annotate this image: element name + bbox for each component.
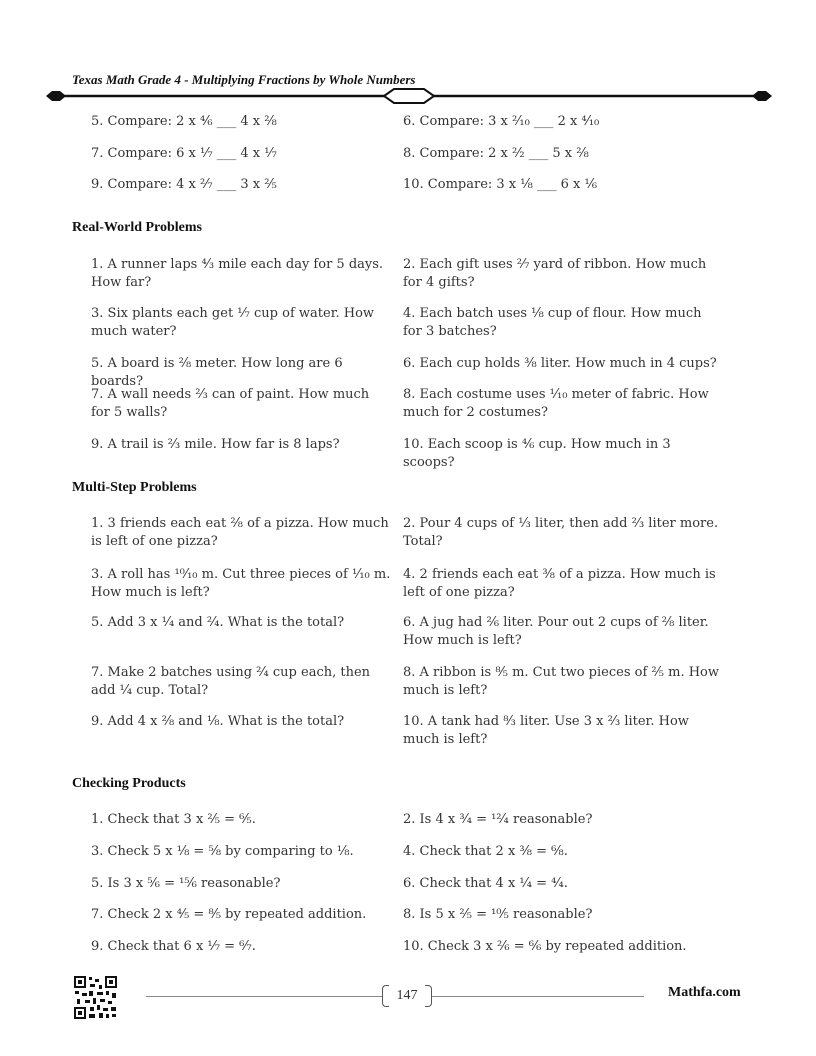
footer-divider-right — [432, 996, 644, 997]
multi-step-problem-1: 1. 3 friends each eat ²⁄₈ of a pizza. How much is left of one pizza? — [91, 516, 389, 549]
header-divider — [44, 86, 774, 106]
real-world-problem-3: 3. Six plants each get ¹⁄₇ cup of water. How much water? — [91, 306, 375, 339]
real-world-problem-5: 5. A board is ²⁄₈ meter. How long are 6 boards? — [91, 356, 343, 389]
section-title-checking-products: Checking Products — [72, 776, 186, 791]
multi-step-problem-9: 9. Add 4 x ²⁄₈ and ¹⁄₈. What is the total? — [91, 714, 345, 729]
real-world-problem-2: 2. Each gift uses ²⁄₇ yard of ribbon. How much for 4 gifts? — [403, 257, 707, 290]
footer-divider-left — [146, 996, 382, 997]
checking-problem-1: 1. Check that 3 x ²⁄₅ = ⁶⁄₅. — [91, 812, 256, 827]
compare-problem-7: 7. Compare: 6 x ¹⁄₇ ___ 4 x ¹⁄₇ — [91, 146, 277, 161]
real-world-problem-7: 7. A wall needs ²⁄₃ can of paint. How much for 5 walls? — [91, 387, 370, 420]
section-title-multi-step: Multi-Step Problems — [72, 480, 197, 495]
section-title-real-world: Real-World Problems — [72, 220, 203, 235]
real-world-problem-10: 10. Each scoop is ⁴⁄₆ cup. How much in 3 scoops? — [403, 437, 671, 470]
real-world-problem-1: 1. A runner laps ⁴⁄₃ mile each day for 5 days. How far? — [91, 257, 384, 290]
multi-step-problem-2: 2. Pour 4 cups of ¹⁄₃ liter, then add ²⁄₃ liter more. Total? — [403, 516, 719, 549]
site-name: Mathfa.com — [668, 985, 741, 1000]
checking-problem-5: 5. Is 3 x ⁵⁄₆ = ¹⁵⁄₆ reasonable? — [91, 876, 281, 891]
checking-problem-7: 7. Check 2 x ⁴⁄₅ = ⁸⁄₅ by repeated addition. — [91, 907, 367, 922]
multi-step-problem-6: 6. A jug had ²⁄₆ liter. Pour out 2 cups of ²⁄₈ liter. How much is left? — [403, 615, 709, 648]
multi-step-problem-5: 5. Add 3 x ¹⁄₄ and ²⁄₄. What is the total? — [91, 615, 345, 630]
compare-problem-5: 5. Compare: 2 x ⁴⁄₆ ___ 4 x ²⁄₈ — [91, 114, 277, 129]
page-bracket-right — [425, 985, 432, 1007]
checking-problem-9: 9. Check that 6 x ¹⁄₇ = ⁶⁄₇. — [91, 939, 256, 954]
checking-problem-6: 6. Check that 4 x ¹⁄₄ = ⁴⁄₄. — [403, 876, 568, 891]
page-number: 147 — [396, 988, 418, 1003]
checking-problem-4: 4. Check that 2 x ³⁄₈ = ⁶⁄₈. — [403, 844, 568, 859]
page-header-title: Texas Math Grade 4 - Multiplying Fractions by Whole Numbers — [72, 72, 416, 87]
qr-code-icon — [73, 975, 118, 1020]
compare-problem-8: 8. Compare: 2 x ²⁄₂ ___ 5 x ²⁄₈ — [403, 146, 589, 161]
checking-problem-8: 8. Is 5 x ²⁄₅ = ¹⁰⁄₅ reasonable? — [403, 907, 593, 922]
compare-problem-10: 10. Compare: 3 x ¹⁄₈ ___ 6 x ¹⁄₆ — [403, 177, 598, 192]
checking-problem-3: 3. Check 5 x ¹⁄₈ = ⁵⁄₈ by comparing to ¹⁄₈. — [91, 844, 354, 859]
page-number-box — [382, 985, 432, 1007]
page-bracket-left — [382, 985, 389, 1007]
multi-step-problem-10: 10. A tank had ⁸⁄₃ liter. Use 3 x ²⁄₃ liter. How much is left? — [403, 714, 689, 747]
real-world-problem-4: 4. Each batch uses ¹⁄₈ cup of flour. How much for 3 batches? — [403, 306, 702, 339]
multi-step-problem-4: 4. 2 friends each eat ³⁄₈ of a pizza. How much is left of one pizza? — [403, 567, 716, 600]
real-world-problem-9: 9. A trail is ²⁄₃ mile. How far is 8 laps? — [91, 437, 340, 452]
multi-step-problem-7: 7. Make 2 batches using ²⁄₄ cup each, then add ¹⁄₄ cup. Total? — [91, 665, 371, 698]
real-world-problem-6: 6. Each cup holds ³⁄₈ liter. How much in 4 cups? — [403, 356, 717, 371]
multi-step-problem-3: 3. A roll has ¹⁰⁄₁₀ m. Cut three pieces of ¹⁄₁₀ m. How much is left? — [91, 567, 391, 600]
real-world-problem-8: 8. Each costume uses ¹⁄₁₀ meter of fabric. How much for 2 costumes? — [403, 387, 709, 420]
multi-step-problem-8: 8. A ribbon is ⁸⁄₅ m. Cut two pieces of ²⁄₅ m. How much is left? — [403, 665, 719, 698]
compare-problem-9: 9. Compare: 4 x ²⁄₇ ___ 3 x ²⁄₅ — [91, 177, 277, 192]
checking-problem-10: 10. Check 3 x ²⁄₆ = ⁶⁄₆ by repeated addition. — [403, 939, 687, 954]
compare-problem-6: 6. Compare: 3 x ²⁄₁₀ ___ 2 x ⁴⁄₁₀ — [403, 114, 600, 129]
checking-problem-2: 2. Is 4 x ³⁄₄ = ¹²⁄₄ reasonable? — [403, 812, 593, 827]
